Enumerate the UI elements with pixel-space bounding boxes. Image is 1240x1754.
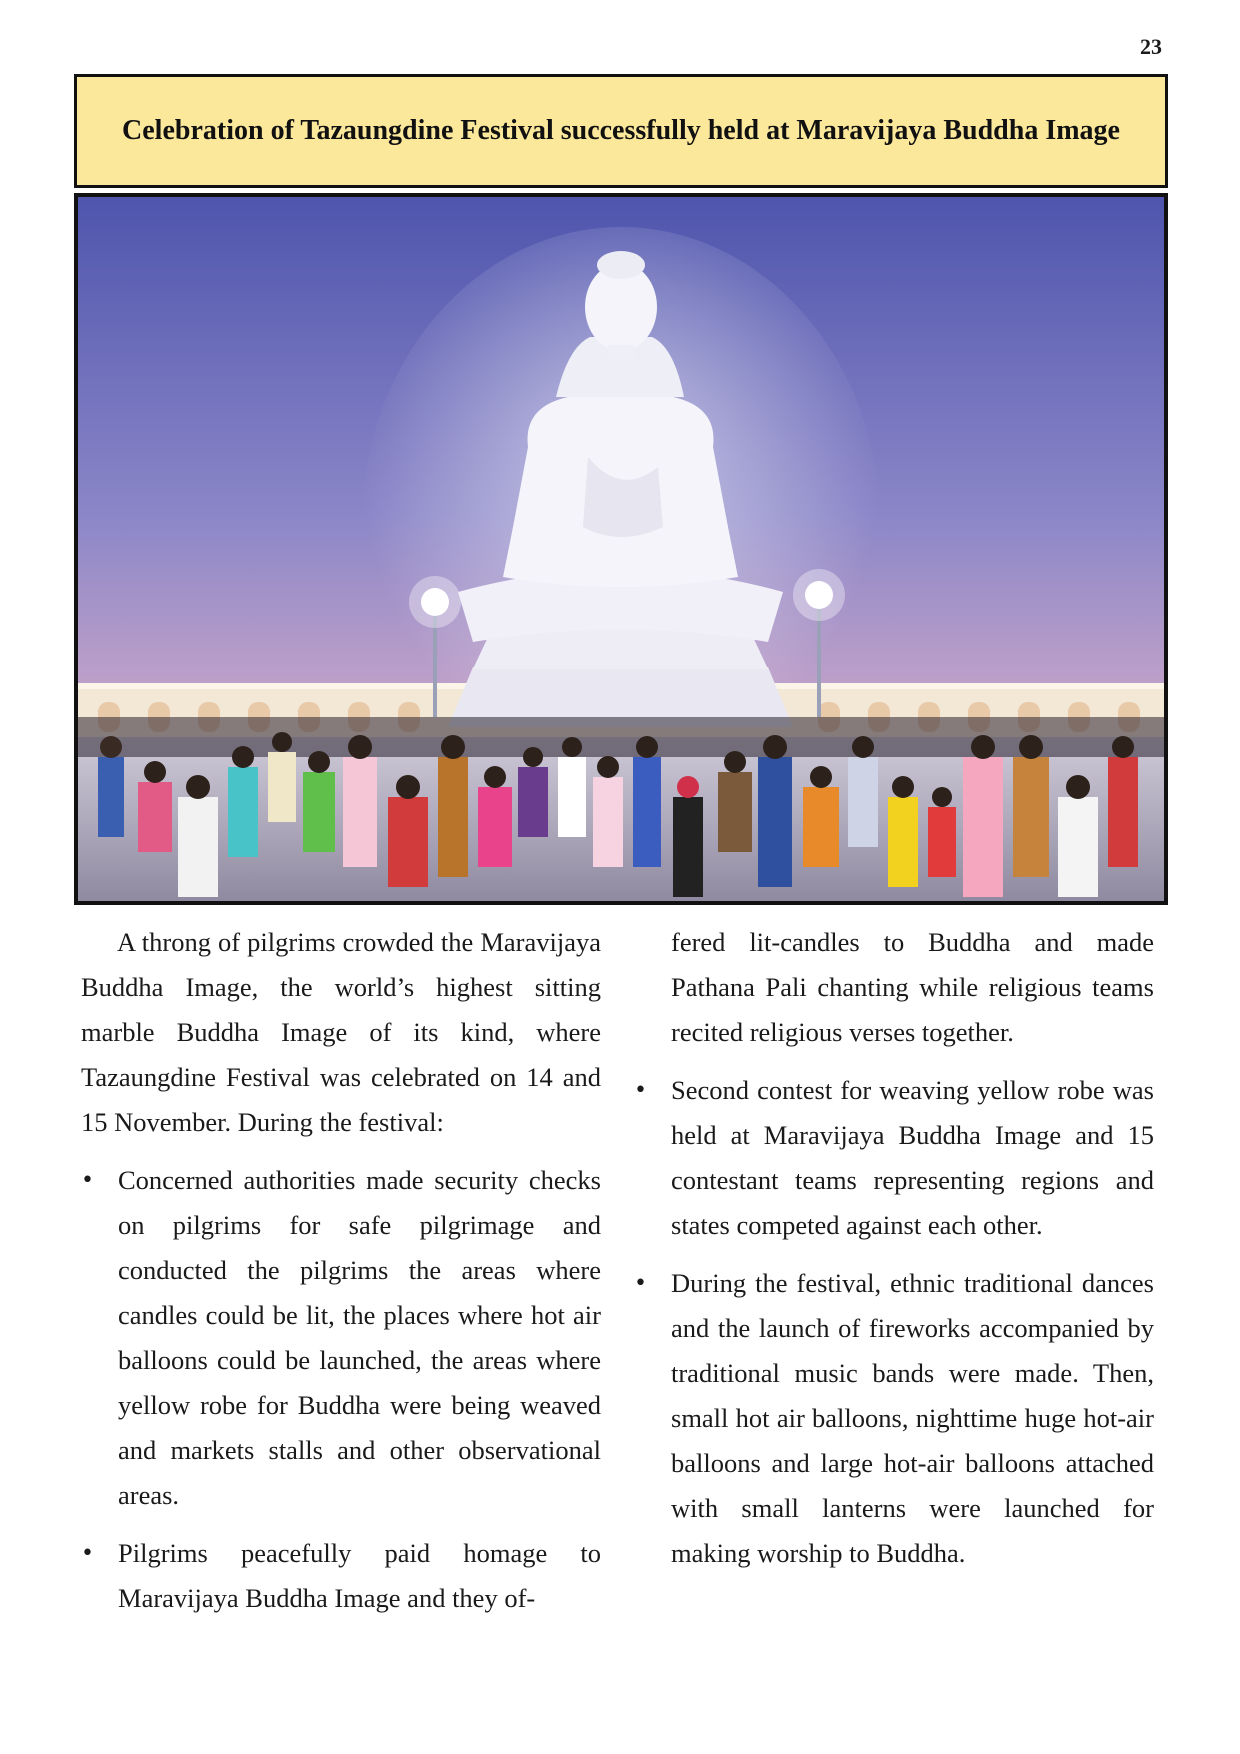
bullet-continuation: fered lit-candles to Buddha and made Pathana Pali chanting while religious teams recited religious verses together. <box>671 927 1154 1047</box>
left-column <box>81 920 601 1621</box>
article-title-box <box>74 74 1168 188</box>
intro-paragraph: A throng of pilgrims crowded the Maravijaya Buddha Image, the world’s highest sitting marble Buddha Image of its kind, where Tazaungdine Festival was celebrated on 14 and 15 November. During the festival: <box>81 927 601 1137</box>
bullet-festival-events: • During the festival, ethnic traditional dances and the launch of fireworks accompanied by traditional music bands were made. Then, small hot air balloons, nighttime huge hot-air balloons and large hot-air balloons attached with small lanterns were launched for making worship to Buddha. <box>634 1261 1154 1576</box>
bullet-pilgrims-homage: • Pilgrims peacefully paid homage to Maravijaya Buddha Image and they of- <box>81 1531 601 1621</box>
festival-photo <box>74 193 1168 905</box>
right-column <box>634 920 1154 1576</box>
bullet-weaving-contest: • Second contest for weaving yellow robe was held at Maravijaya Buddha Image and 15 contestant teams representing regions and states competed against each other. <box>634 1068 1154 1248</box>
bullet-security-checks: • Concerned authorities made security checks on pilgrims for safe pilgrimage and conducted the pilgrims the areas where candles could be lit, the places where hot air balloons could be launched, the areas where yellow robe for Buddha were being weaved and markets stalls and other observational areas. <box>81 1158 601 1518</box>
festival-photo-illustration <box>78 197 1164 901</box>
right-bullet-list <box>634 1068 1154 1576</box>
left-bullet-list <box>81 1158 601 1621</box>
article-title: Celebration of Tazaungdine Festival successfully held at Maravijaya Buddha Image <box>122 115 1120 146</box>
page-number: 23 <box>1140 34 1162 59</box>
